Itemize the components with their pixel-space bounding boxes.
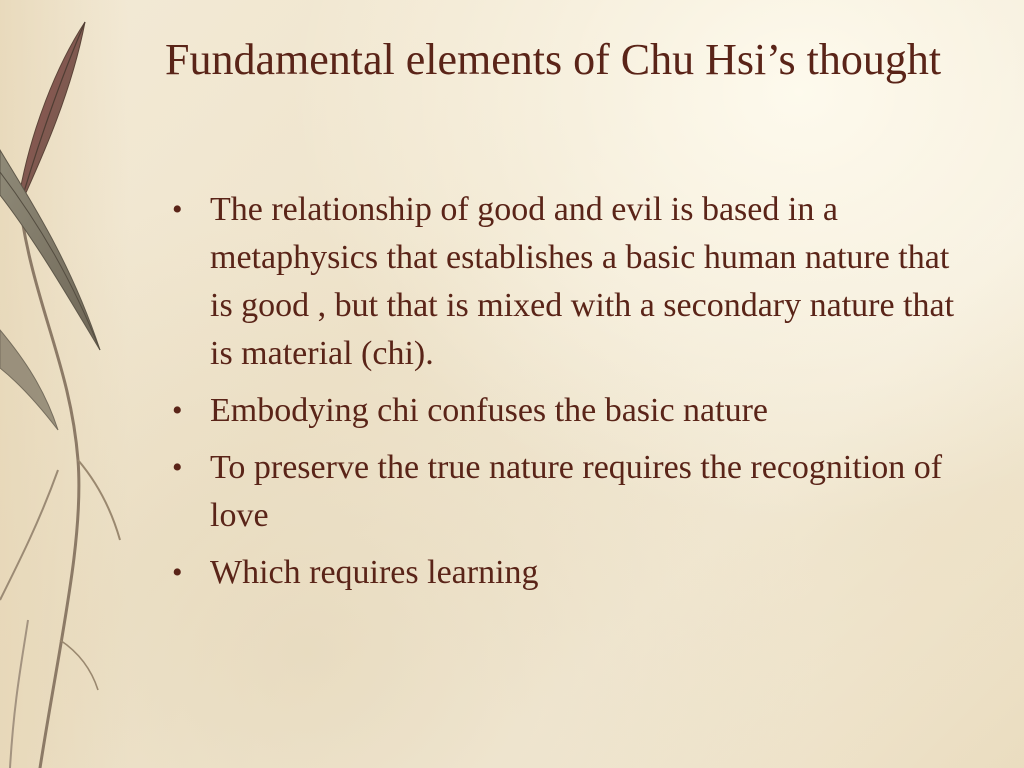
bullet-item — [170, 549, 970, 597]
bullet-text: To preserve the true nature requires the recognition of love — [210, 449, 943, 534]
bullet-text: The relationship of good and evil is based in a metaphysics that establishes a basic human nature that is good , but that is mixed with a secondary nature that is material (chi). — [210, 191, 955, 372]
bullet-icon: • — [172, 193, 183, 226]
bullet-item — [170, 387, 970, 435]
bullet-text: Which requires learning — [210, 554, 539, 591]
bullet-text: Embodying chi confuses the basic nature — [210, 392, 769, 429]
bullet-icon: • — [172, 394, 183, 427]
bullet-icon: • — [172, 556, 183, 589]
bullet-item — [170, 186, 970, 378]
slide-title: Fundamental elements of Chu Hsi’s thought — [165, 35, 942, 84]
bullet-item — [170, 444, 970, 540]
dried-leaf-branch-icon — [0, 0, 130, 768]
bullet-list — [170, 186, 970, 606]
bullet-icon: • — [172, 451, 183, 484]
